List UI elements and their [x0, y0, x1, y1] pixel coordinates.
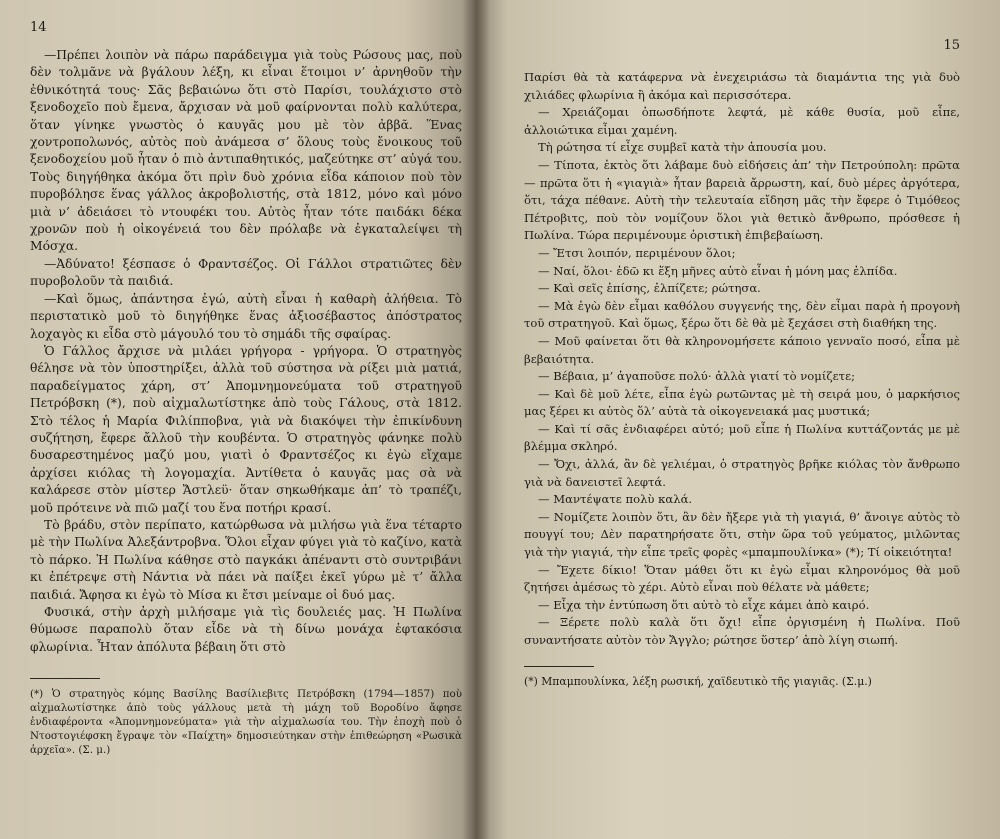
- paragraph: — Βέβαια, μ’ ἀγαποῦσε πολύ· ἀλλὰ γιατί τὸ νομίζετε;: [538, 369, 855, 384]
- paragraph: — Μοῦ φαίνεται ὅτι θὰ κληρονομήσετε κάποιο γενναῖο ποσό, εἶπα μὲ βεβαιότητα.: [524, 333, 960, 366]
- paragraph: — Νομίζετε λοιπὸν ὅτι, ἂν δὲν ἤξερε γιὰ τὴ γιαγιά, θ’ ἄνοιγε αὐτὸς τὸ πουγγί του; Δὲν παρατηρήσατε ὅτι, στὴν ὥρα τοῦ γεύματος, μιλῶντας γιὰ τὴν γιαγιά, τὴν εἶπε τρεῖς φορὲς «μπαμπουλίνκα» (*); Τί οἰκειότητα!: [524, 509, 960, 560]
- paragraph: — Μαντέψατε πολὺ καλά.: [538, 492, 693, 507]
- paragraph: —Καὶ ὅμως, ἀπάντησα ἐγώ, αὐτὴ εἶναι ἡ καθαρὴ ἀλήθεια. Τὸ περιστατικὸ μοῦ τὸ διηγήθηκε ἕνας ἀξιοσέβαστος ἀπόστρατος λοχαγὸς κι εἶδα στὸ μάγουλό του τὸ σημάδι τῆς σφαίρας.: [30, 291, 462, 341]
- paragraph: — Καὶ τί σᾶς ἐνδιαφέρει αὐτό; μοῦ εἶπε ἡ Πωλίνα κυττάζοντάς με μὲ βλέμμα σκληρό.: [524, 421, 960, 454]
- footnote-left: (*) Ὁ στρατηγὸς κόμης Βασίλης Βασίλιεβιτς Πετρόβσκη (1794—1857) ποὺ αἰχμαλωτίστηκε ἀπὸ τοὺς γάλλους μετὰ τὴ μάχη τοῦ Βοροδίνο ἄφησε ἐνδιαφέροντα «Ἀπομνημονεύματα» γιὰ τὴν αἰχμαλωσία του. Τὴν ἐποχὴ ποὺ ὁ Ντοστογιέφσκη ἔγραψε τὸν «Παίχτη» δημοσιεύτηκαν στὴν ἐπιθεώρηση «Ρωσικὰ ἀρχεῖα». (Σ. μ.): [30, 688, 462, 757]
- paragraph: —Πρέπει λοιπὸν νὰ πάρω παράδειγμα γιὰ τοὺς Ρώσους μας, ποὺ δὲν τολμᾶνε νὰ βγάλουν λέξη, κι εἶναι ἕτοιμοι ν’ ἀρνηθοῦν τὴν ἐθνικότητά τους· Σᾶς βεβαιώνω ὅτι στὸ Παρίσι, τουλάχιστο στὸ ξενοδοχεῖο ποὺ ἔμενα, ἄρχισαν νὰ μοῦ φαίρνονται πολὺ καλύτερα, ὅταν γίνηκε γνωστὸς ὁ καυγᾶς μου μὲ τὸν ἀββᾶ. Ἕνας χοντροπολωνός, αὐτὸς ποὺ ἀνάμεσα σ’ ὅλους τοὺς ἔνοικους τοῦ ξενοδοχείου μοῦ ἦταν ὁ πιὸ ἀντιπαθητικός, μαζεύτηκε στ’ αὐγά του. Τοὺς διηγήθηκα ἀκόμα ὅτι πρὶν δυὸ χρόνια εἶδα κάποιον ποὺ τὸν πυροβόλησε ἕνας γάλλος ἀκροβολιστής, στὰ 1812, μόνο καὶ μόνο μιὰ ν’ ἀδειάσει τὸ ντουφέκι του. Αὐτὸς ἦταν τότε παιδάκι δέκα χρονῶν ποὺ ἡ οἰκογένειά του δὲν πρόλαβε νὰ ἐγκαταλείψει τὴ Μόσχα.: [30, 48, 462, 254]
- left-page-body: [30, 47, 462, 656]
- footnote-divider: [30, 678, 100, 679]
- page-number-left: 14: [30, 20, 47, 35]
- paragraph: Φυσικά, στὴν ἀρχὴ μιλήσαμε γιὰ τὶς δουλειές μας. Ἡ Πωλίνα θύμωσε παραπολὺ ὅταν εἶδε νὰ τὴ δίνω μονάχα ἑφτακόσια φλωρίνια. Ἦταν ἀπόλυτα βέβαιη ὅτι στὸ: [30, 605, 462, 654]
- paragraph: — Καὶ σεῖς ἐπίσης, ἐλπίζετε; ρώτησα.: [538, 281, 761, 296]
- paragraph: — Ξέρετε πολὺ καλὰ ὅτι ὄχι! εἶπε ὀργισμένη ἡ Πωλίνα. Ποῦ συναντήσατε αὐτὸν τὸν Ἄγγλο; ρώτησε ὕστερ’ ἀπὸ λίγη σιωπή.: [524, 615, 960, 647]
- paragraph: — Καὶ δὲ μοῦ λέτε, εἶπα ἐγὼ ρωτῶντας μὲ τὴ σειρά μου, ὁ μαρκήσιος μας ξέρει κι αὐτὸς ὅλ’ αὐτὰ τὰ οἰκογενειακά μας μυστικά;: [524, 386, 960, 419]
- paragraph: — Τίποτα, ἐκτὸς ὅτι λάβαμε δυὸ εἰδήσεις ἀπ’ τὴν Πετρούπολη: πρῶτα — πρῶτα ὅτι ἡ «γιαγιὰ» ἦταν βαρειὰ ἄρρωστη, καί, δυὸ μέρες ἀργότερα, ὅτι, τάχα πέθανε. Αὐτὴ τὴν τελευταία εἴδηση μᾶς τὴν ἔφερε ὁ Τιμόθεος Πέτροβιτς, ποὺ τὸν νομίζουν ὅλοι γιὰ θετικὸ ἄνθρωπο, πρόσθεσε ἡ Πωλίνα. Τώρα περιμένουμε ὁριστικὴ ἐπιβεβαίωση.: [524, 157, 960, 243]
- right-page: [476, 0, 1000, 839]
- left-page: [0, 0, 476, 839]
- right-page-body: [524, 69, 960, 650]
- paragraph: — Χρειάζομαι ὁπωσδήποτε λεφτά, μὲ κάθε θυσία, μοῦ εἶπε, ἀλλοιώτικα εἶμαι χαμένη.: [524, 105, 960, 137]
- footnote-right: (*) Μπαμπουλίνκα, λέξη ρωσική, χαϊδευτικὸ τῆς γιαγιᾶς. (Σ.μ.): [524, 674, 872, 688]
- paragraph: Παρίσι θὰ τὰ κατάφερνα νὰ ἐνεχειριάσω τὰ διαμάντια της γιὰ δυὸ χιλιάδες φλωρίνια ἢ ἀκόμα καὶ περισσότερα.: [524, 70, 960, 102]
- paragraph: — Ὄχι, ἀλλά, ἂν δὲ γελιέμαι, ὁ στρατηγὸς βρῆκε κιόλας τὸν ἄνθρωπο γιὰ νὰ δανειστεῖ λεφτά.: [524, 457, 960, 489]
- paragraph: Ὁ Γάλλος ἄρχισε νὰ μιλάει γρήγορα - γρήγορα. Ὁ στρατηγὸς θέλησε νὰ τὸν ὑποστηρίξει, ἀλλὰ τοῦ σύστησα νὰ ρίξει μιὰ ματιά, παραδείγματος χάρη, στ’ Ἀπομνημονεύματα τοῦ στρατηγοῦ Πετρόβσκη (*), ποὺ αἰχμαλωτίστηκε ἀπὸ τοὺς Γάλους, στὰ 1812. Στὸ τέλος ἡ Μαρία Φιλίπποβνα, γιὰ νὰ διακόψει τὴν ἐπικίνδυνη συζήτηση, ἔφερε ἄλλοῦ τὴν κουβέντα. Ὁ στρατηγὸς φάνηκε πολὺ δυσαρεστημένος μαζύ μου, γιατὶ ὁ Φραντσέζος κι ἐγὼ εἴχαμε ἀρχίσει κιόλας τὴ λογομαχία. Ἀντίθετα ὁ καυγᾶς μας σὰ νὰ καλάρεσε στὸν μίστερ Ἄστλεϋ· ὅταν σηκωθήκαμε ἀπ’ τὸ τραπέζι, μοῦ πρότεινε νὰ πιῶ μαζί του ἕνα ποτήρι κρασί.: [30, 343, 462, 515]
- paragraph: Τὸ βράδυ, στὸν περίπατο, κατώρθωσα νὰ μιλήσω γιὰ ἕνα τέταρτο μὲ τὴν Πωλίνα Ἀλεξάντροβνα. Ὅλοι εἶχαν φύγει γιὰ τὸ καζίνο, κατὰ τὸ πάρκο. Ἡ Πωλίνα κάθησε στὸ παγκάκι ἀπέναντι στὸ συντριβάνι κι ἐπέτρεψε στὴ Νάντια νὰ πάει νὰ παίξει ἐκεῖ γύρω μὲ τ’ ἄλλα παιδιά. Ἄφησα κι ἐγὼ τὸ Μίσα κι ἔτσι μείναμε οἱ δυό μας.: [30, 517, 462, 602]
- paragraph: — Μὰ ἐγὼ δὲν εἶμαι καθόλου συγγενής της, δὲν εἶμαι παρὰ ἡ προγονὴ τοῦ στρατηγοῦ. Καὶ ὅμως, ξέρω ὅτι δὲ θὰ μὲ ξεχάσει στὴ διαθήκη της.: [524, 298, 960, 331]
- book-gutter-shadow: [462, 0, 490, 839]
- paragraph: —Ἀδύνατο! ξέσπασε ὁ Φραντσέζος. Οἱ Γάλλοι στρατιῶτες δὲν πυροβολοῦν τὰ παιδιά.: [30, 256, 462, 289]
- paragraph: — Ναί, ὅλοι· ἐδῶ κι ἕξη μῆνες αὐτὸ εἶναι ἡ μόνη μας ἐλπίδα.: [538, 263, 898, 278]
- page-number-right: 15: [943, 38, 960, 53]
- paragraph: — Ἔτσι λοιπόν, περιμένουν ὅλοι;: [538, 245, 736, 260]
- paragraph: — Ἔχετε δίκιο! Ὅταν μάθει ὅτι κι ἐγὼ εἶμαι κληρονόμος θὰ μοῦ ζητήσει ἀμέσως τὸ χέρι. Αὐτὸ εἶναι ποὺ θέλατε νὰ μάθετε;: [524, 562, 960, 595]
- paragraph: Τὴ ρώτησα τί εἶχε συμβεῖ κατὰ τὴν ἀπουσία μου.: [538, 140, 827, 155]
- paragraph: — Εἶχα τὴν ἐντύπωση ὅτι αὐτὸ τὸ εἶχε κάμει ἀπὸ καιρό.: [538, 597, 870, 612]
- footnote-divider: [524, 666, 594, 667]
